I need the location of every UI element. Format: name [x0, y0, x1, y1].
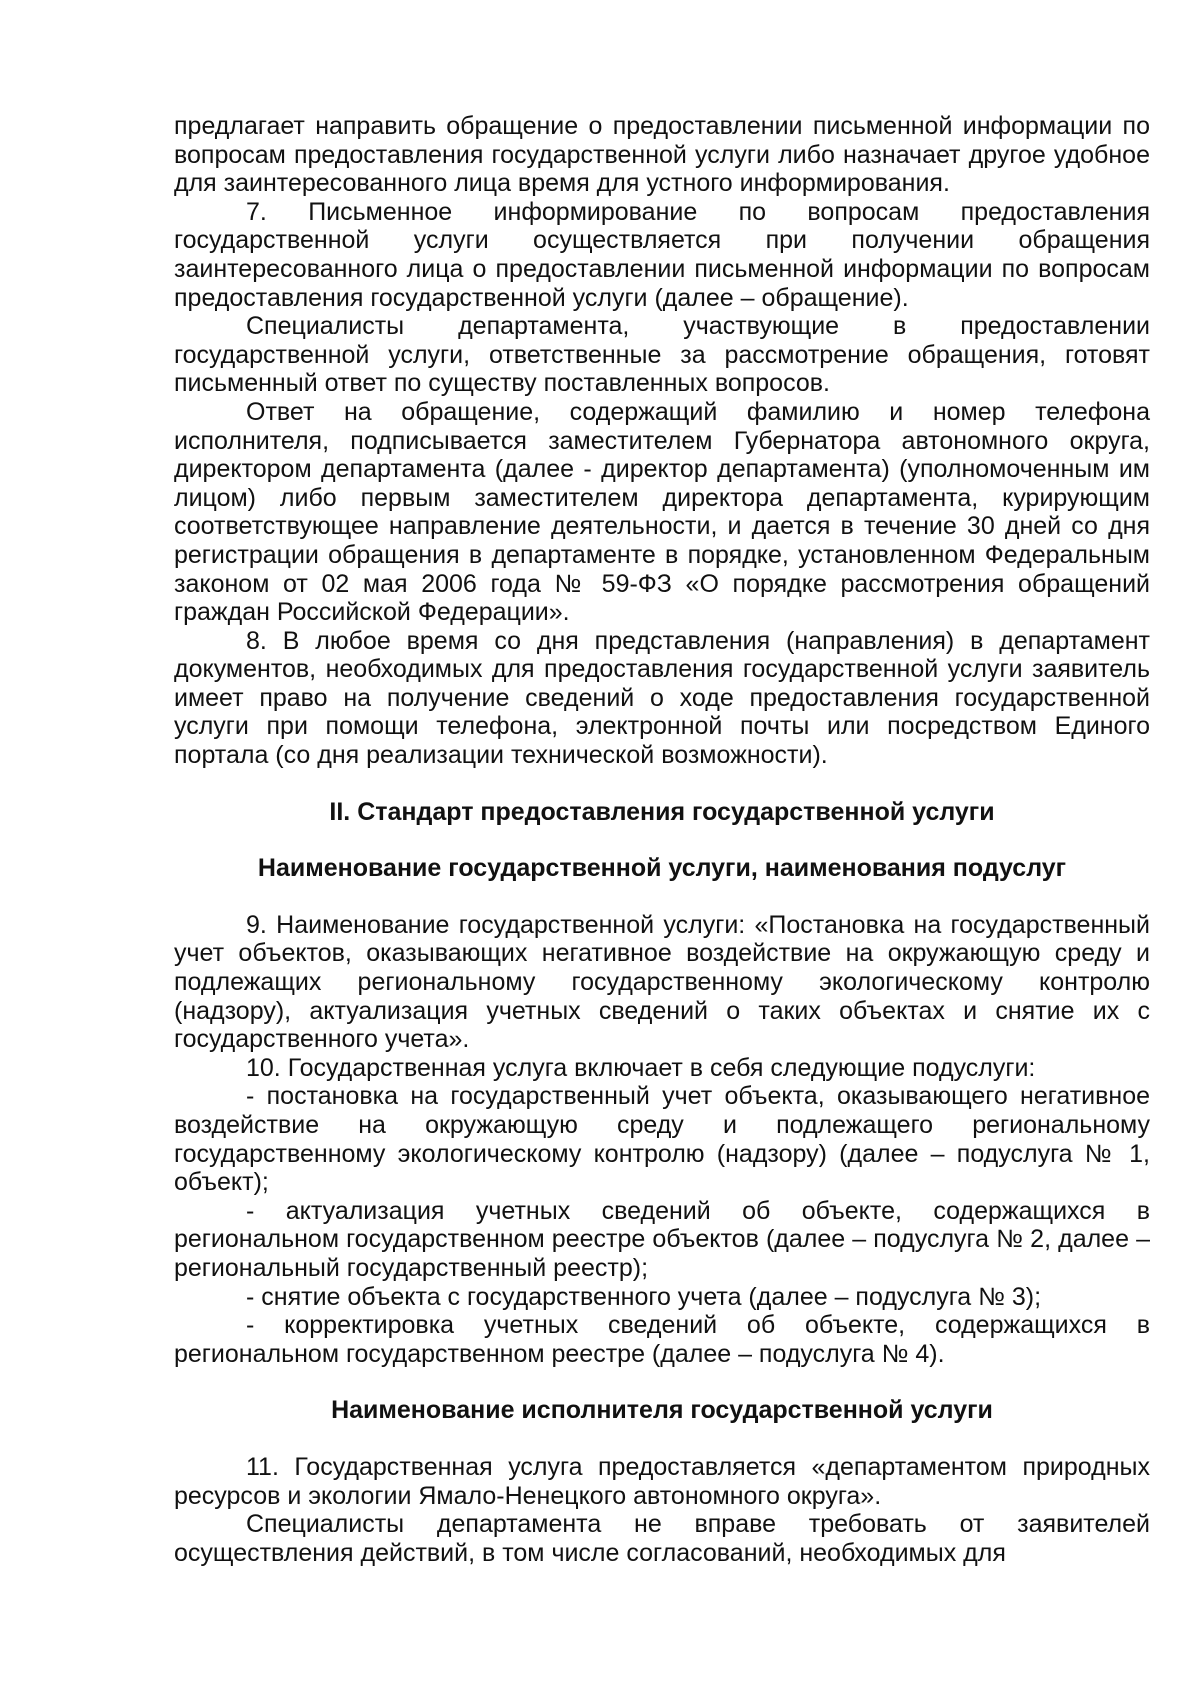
list-item-subservice-2: - актуализация учетных сведений об объекте, содержащихся в региональном государственном реестре объектов (далее – подуслуга № 2, далее – региональный государственный реестр);	[174, 1196, 1150, 1282]
subheading-executor: Наименование исполнителя государственной услуги	[331, 1396, 993, 1425]
paragraph-7-answer: Ответ на обращение, содержащий фамилию и номер телефона исполнителя, подписывается заместителем Губернатора автономного округа, директором департамента (далее - директор департамента) (уполномоченным им лицом) либо первым заместителем директора департамента, курирующим соответствующее направление деятельности, и дается в течение 30 дней со дня регистрации обращения в департаменте в порядке, установленном Федеральным законом от 02 мая 2006 года № 59-ФЗ «О порядке рассмотрения обращений граждан Российской Федерации».	[174, 397, 1150, 627]
paragraph-8: 8. В любое время со дня представления (направления) в департамент документов, необходимых для предоставления государственной услуги заявитель имеет право на получение сведений о ходе предоставления государственной услуги при помощи телефона, электронной почты или посредством Единого портала (со дня реализации технической возможности).	[174, 626, 1150, 770]
list-item-subservice-4: - корректировка учетных сведений об объекте, содержащихся в региональном государственном реестре (далее – подуслуга № 4).	[174, 1311, 1150, 1368]
list-item-subservice-1: - постановка на государственный учет объекта, оказывающего негативное воздействие на окружающую среду и подлежащего региональному государственному экологическому контролю (надзору) (далее – подуслуга № 1, объект);	[174, 1082, 1150, 1197]
paragraph-7-specialists: Специалисты департамента, участвующие в предоставлении государственной услуги, ответственные за рассмотрение обращения, готовят письменный ответ по существу поставленных вопросов.	[174, 312, 1150, 398]
document-page	[174, 112, 1150, 1567]
list-item-subservice-3: - снятие объекта с государственного учета (далее – подуслуга № 3);	[246, 1282, 1042, 1311]
subheading-service-name: Наименование государственной услуги, наименования подуслуг	[257, 854, 1067, 883]
paragraph-11: 11. Государственная услуга предоставляется «департаментом природных ресурсов и экологии Ямало-Ненецкого автономного округа».	[174, 1452, 1150, 1510]
section-ii-heading: II. Стандарт предоставления государственной услуги	[329, 797, 995, 826]
paragraph-9: 9. Наименование государственной услуги: «Постановка на государственный учет объектов, оказывающих негативное воздействие на окружающую среду и подлежащих региональному государственному экологическому контролю (надзору), актуализация учетных сведений о таких объектах и снятие их с государственного учета».	[174, 910, 1150, 1054]
paragraph-10: 10. Государственная услуга включает в себя следующие подуслуги:	[246, 1053, 1036, 1082]
paragraph-7: 7. Письменное информирование по вопросам предоставления государственной услуги осуществляется при получении обращения заинтересованного лица о предоставлении письменной информации по вопросам предоставления государственной услуги (далее – обращение).	[174, 197, 1150, 312]
paragraph-11-specialists: Специалисты департамента не вправе требовать от заявителей осуществления действий, в том числе согласований, необходимых для	[174, 1510, 1150, 1567]
paragraph-intro-continuation: предлагает направить обращение о предоставлении письменной информации по вопросам предоставления государственной услуги либо назначает другое удобное для заинтересованного лица время для устного информирования.	[174, 112, 1150, 198]
